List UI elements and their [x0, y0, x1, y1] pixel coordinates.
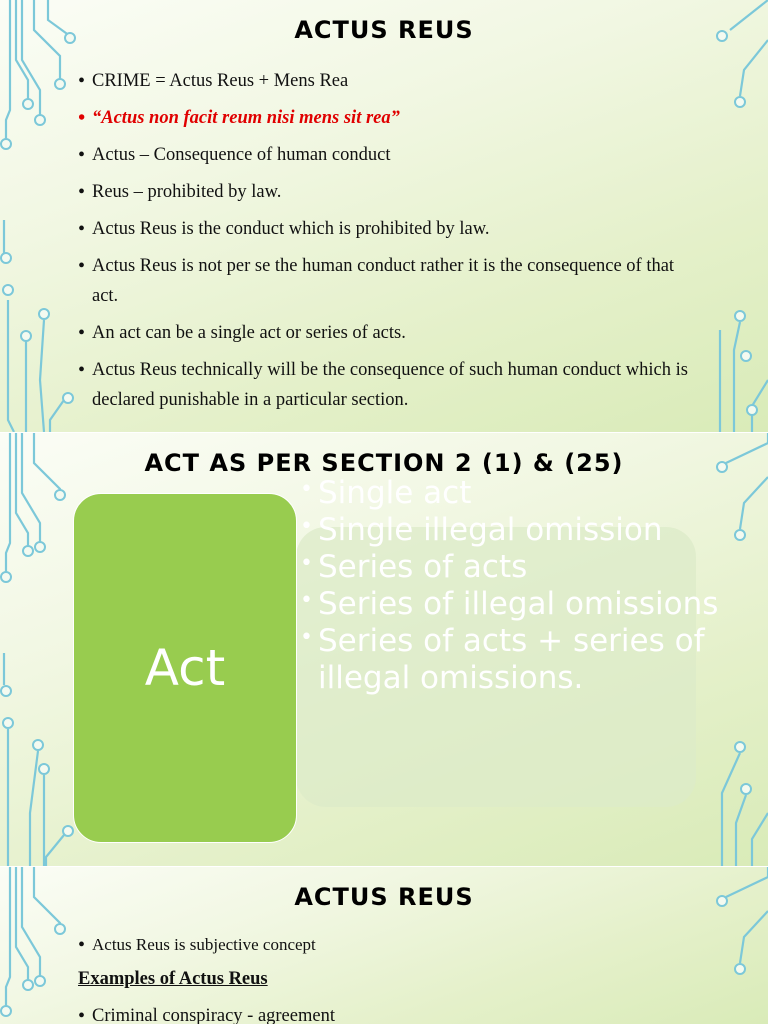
list-item: • Series of illegal omissions: [300, 586, 740, 623]
list-item: • CRIME = Actus Reus + Mens Rea: [78, 66, 698, 96]
list-item: • Single illegal omission: [300, 512, 740, 549]
list-item: • Actus Reus is the conduct which is prohibited by law.: [78, 214, 698, 244]
slide-3: [0, 867, 768, 1024]
slide-1: [0, 0, 768, 432]
slide-2: [0, 433, 768, 866]
act-list: [300, 475, 740, 697]
list-item: • Single act: [300, 475, 740, 512]
list-item: • Series of acts: [300, 549, 740, 586]
list-item: • Actus – Consequence of human conduct: [78, 140, 698, 170]
list-item: • Actus Reus is subjective concept: [78, 930, 698, 960]
list-item: • Criminal conspiracy - agreement: [78, 1001, 698, 1024]
slide-3-examples-list: [78, 1001, 698, 1024]
list-item: • Actus Reus technically will be the consequence of such human conduct which is declared punishable in a particular section.: [78, 355, 698, 415]
act-box: [73, 493, 297, 843]
list-item: • Series of acts + series of illegal omissions.: [300, 623, 740, 697]
act-box-label: Act: [144, 639, 226, 697]
slide-1-bullet-list: [78, 66, 698, 415]
list-item: • Reus – prohibited by law.: [78, 177, 698, 207]
list-item-quote: • “Actus non facit reum nisi mens sit rea”: [78, 103, 698, 133]
list-item: • An act can be a single act or series of acts.: [78, 318, 698, 348]
list-item: • Actus Reus is not per se the human conduct rather it is the consequence of that act.: [78, 251, 698, 311]
slide-2-title: ACT AS PER SECTION 2 (1) & (25): [144, 449, 624, 477]
examples-heading: Examples of Actus Reus: [78, 969, 268, 989]
slide-1-title: ACTUS REUS: [294, 16, 474, 44]
slide-3-title: ACTUS REUS: [294, 883, 474, 911]
slide-3-bullet-list: [78, 930, 698, 960]
